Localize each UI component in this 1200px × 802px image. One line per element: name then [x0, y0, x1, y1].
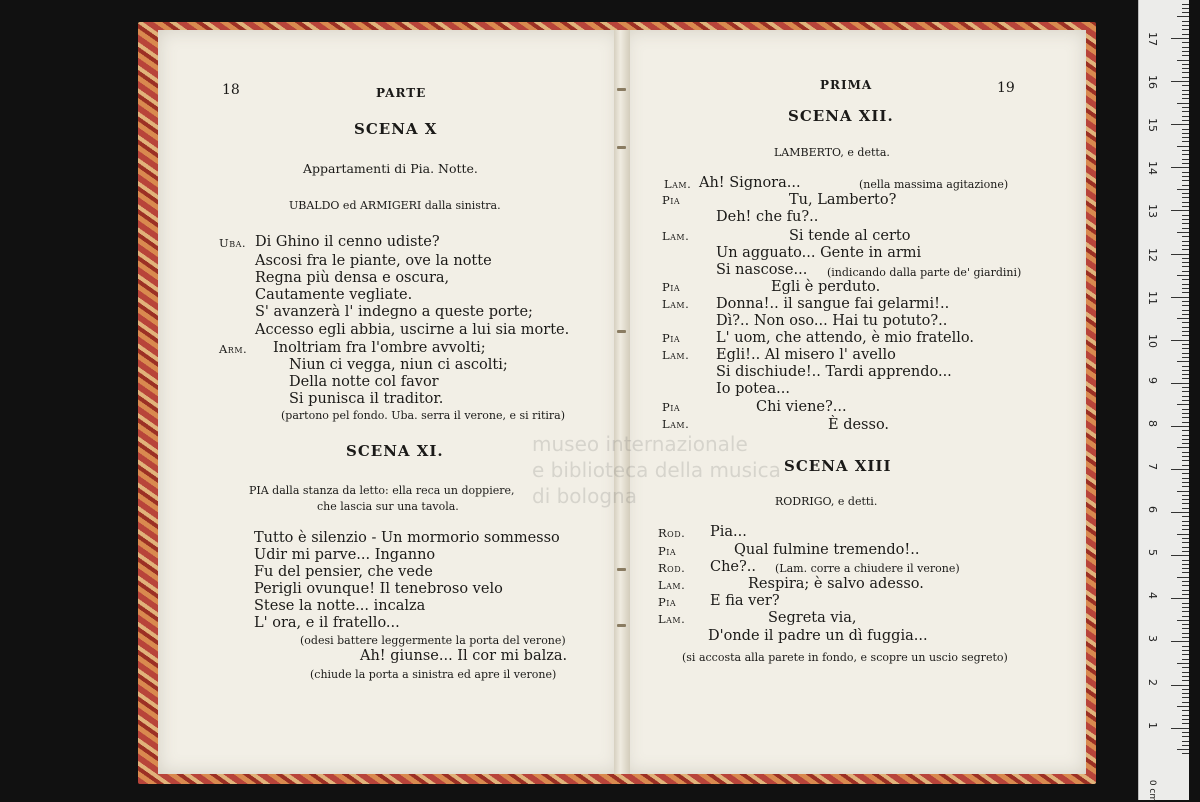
verse-line: Cautamente vegliate. [255, 287, 412, 303]
stage-direction: (nella massima agitazione) [859, 178, 1008, 191]
ruler-tick [1182, 387, 1189, 388]
ruler-tick [1182, 180, 1189, 181]
stage-direction: (partono pel fondo. Uba. serra il verone, e si ritira) [281, 409, 565, 422]
ruler-tick [1182, 284, 1189, 285]
ruler-tick [1182, 172, 1189, 173]
ruler-tick [1182, 633, 1189, 634]
ruler-tick [1182, 25, 1189, 26]
ruler-tick [1182, 654, 1189, 655]
ruler-tick [1182, 732, 1189, 733]
ruler-tick [1182, 443, 1189, 444]
ruler-tick [1182, 624, 1189, 625]
ruler-tick [1182, 193, 1189, 194]
ruler-tick [1182, 266, 1189, 267]
ruler-tick [1182, 482, 1189, 483]
ruler-tick [1182, 529, 1189, 530]
ruler-tick [1177, 189, 1189, 190]
ruler-number: 10 [1146, 334, 1159, 348]
ruler-tick [1182, 478, 1189, 479]
speaker-label: Lam. [658, 578, 685, 592]
ruler-tick [1182, 659, 1189, 660]
ruler-tick [1177, 620, 1189, 621]
ruler-tick [1182, 241, 1189, 242]
ruler-number: 3 [1146, 635, 1159, 642]
ruler-tick [1182, 521, 1189, 522]
speaker-label: Lam. [662, 229, 689, 243]
ruler-tick [1177, 318, 1189, 319]
stitch [617, 88, 626, 91]
measurement-ruler [1138, 0, 1189, 800]
verse-line: Di Ghino il cenno udiste? [255, 234, 440, 250]
ruler-tick [1182, 159, 1189, 160]
speaker-label: Arm. [219, 342, 247, 356]
verse-line: Si punisca il traditor. [289, 391, 443, 407]
ruler-tick [1182, 422, 1189, 423]
ruler-tick [1182, 736, 1189, 737]
verse-line: Ascosi fra le piante, ove la notte [255, 253, 492, 269]
ruler-tick [1182, 611, 1189, 612]
ruler-tick [1182, 503, 1189, 504]
ruler-tick [1182, 29, 1189, 30]
ruler-tick [1182, 4, 1189, 5]
ruler-tick [1182, 77, 1189, 78]
ruler-tick [1182, 676, 1189, 677]
ruler-tick [1171, 383, 1189, 384]
ruler-tick [1182, 68, 1189, 69]
stitch [617, 568, 626, 571]
scene-title: SCENA XI. [346, 442, 444, 460]
ruler-tick [1171, 728, 1189, 729]
verse-line: D'onde il padre un dì fuggia... [708, 628, 928, 644]
ruler-number: 16 [1146, 75, 1159, 89]
ruler-tick [1171, 340, 1189, 341]
ruler-tick [1182, 288, 1189, 289]
speaker-label: Rod. [658, 561, 685, 575]
ruler-tick [1182, 12, 1189, 13]
ruler-tick [1182, 719, 1189, 720]
verse-line: Ah! Signora... [699, 175, 801, 191]
speaker-label: Lam. [658, 612, 685, 626]
speaker-label: Pia [658, 544, 676, 558]
ruler-tick [1182, 64, 1189, 65]
speaker-label: Pia [662, 193, 680, 207]
scene-entrance: RODRIGO, e detti. [775, 495, 877, 508]
watermark-line-2: e biblioteca della musica [532, 458, 781, 482]
ruler-tick [1182, 310, 1189, 311]
ruler-tick [1182, 508, 1189, 509]
ruler-tick [1171, 512, 1189, 513]
ruler-tick [1171, 685, 1189, 686]
verse-line: S' avanzerà l' indegno a queste porte; [255, 304, 533, 320]
ruler-tick [1182, 55, 1189, 56]
ruler-tick [1182, 335, 1189, 336]
ruler-tick [1182, 693, 1189, 694]
ruler-tick [1182, 594, 1189, 595]
speaker-label: Lam. [662, 417, 689, 431]
stitch [617, 146, 626, 149]
ruler-number: 8 [1146, 420, 1159, 427]
ruler-number: 17 [1146, 32, 1159, 46]
ruler-tick [1182, 378, 1189, 379]
ruler-tick [1182, 202, 1189, 203]
ruler-tick [1182, 137, 1189, 138]
verse-line: Perigli ovunque! Il tenebroso velo [254, 581, 503, 597]
ruler-tick [1177, 706, 1189, 707]
ruler-tick [1177, 749, 1189, 750]
running-header-left: PARTE [376, 86, 426, 100]
ruler-tick [1182, 72, 1189, 73]
ruler-number: 4 [1146, 592, 1159, 599]
ruler-tick [1182, 710, 1189, 711]
ruler-tick [1177, 361, 1189, 362]
stage-direction: (odesi battere leggermente la porta del verone) [300, 634, 566, 647]
ruler-tick [1182, 98, 1189, 99]
speaker-label: Lam. [664, 177, 691, 191]
ruler-number: 1 [1146, 722, 1159, 729]
ruler-tick [1182, 305, 1189, 306]
ruler-tick [1182, 753, 1189, 754]
ruler-tick [1182, 409, 1189, 410]
ruler-tick [1182, 279, 1189, 280]
ruler-tick [1182, 301, 1189, 302]
ruler-tick [1182, 185, 1189, 186]
ruler-tick [1182, 723, 1189, 724]
ruler-number: 7 [1146, 463, 1159, 470]
stage-direction: (chiude la porta a sinistra ed apre il verone) [310, 668, 556, 681]
ruler-tick [1182, 90, 1189, 91]
ruler-tick [1182, 94, 1189, 95]
ruler-tick [1182, 8, 1189, 9]
ruler-tick [1182, 465, 1189, 466]
ruler-tick [1182, 430, 1189, 431]
ruler-tick [1182, 348, 1189, 349]
verse-line: Della notte col favor [289, 374, 439, 390]
scene-title: SCENA XIII [784, 457, 891, 475]
scene-entrance: LAMBERTO, e detta. [774, 146, 890, 159]
ruler-number: 6 [1146, 506, 1159, 513]
ruler-tick [1177, 404, 1189, 405]
ruler-tick [1182, 292, 1189, 293]
ruler-tick [1171, 426, 1189, 427]
ruler-tick [1171, 81, 1189, 82]
scene-title: SCENA X [354, 120, 437, 138]
ruler-tick [1177, 491, 1189, 492]
ruler-tick [1182, 702, 1189, 703]
page-number-left: 18 [222, 82, 240, 98]
ruler-tick [1182, 21, 1189, 22]
stage-direction: (Lam. corre a chiudere il verone) [775, 562, 960, 575]
ruler-tick [1182, 206, 1189, 207]
ruler-tick [1182, 176, 1189, 177]
ruler-tick [1182, 391, 1189, 392]
ruler-tick [1182, 327, 1189, 328]
ruler-number: 11 [1146, 291, 1159, 305]
verse-line: Egli è perduto. [771, 279, 880, 295]
ruler-tick [1182, 542, 1189, 543]
ruler-tick [1182, 637, 1189, 638]
ruler-tick [1177, 577, 1189, 578]
verse-line: Tu, Lamberto? [789, 192, 896, 208]
ruler-tick [1182, 628, 1189, 629]
ruler-tick [1182, 262, 1189, 263]
speaker-label: Pia [662, 400, 680, 414]
verse-line: Stese la notte... incalza [254, 598, 425, 614]
ruler-tick [1182, 435, 1189, 436]
ruler-tick [1177, 275, 1189, 276]
verse-line: Qual fulmine tremendo!.. [734, 542, 919, 558]
ruler-tick [1182, 745, 1189, 746]
ruler-tick [1182, 572, 1189, 573]
ruler-tick [1182, 603, 1189, 604]
ruler-tick [1182, 116, 1189, 117]
ruler-tick [1182, 366, 1189, 367]
ruler-tick [1182, 129, 1189, 130]
page-number-right: 19 [997, 80, 1015, 96]
ruler-tick [1182, 245, 1189, 246]
ruler-tick [1182, 42, 1189, 43]
ruler-tick [1177, 146, 1189, 147]
verse-line: Ah! giunse... Il cor mi balza. [360, 648, 567, 664]
ruler-tick [1171, 210, 1189, 211]
verse-line: Udir mi parve... Inganno [254, 547, 435, 563]
ruler-tick [1182, 353, 1189, 354]
verse-line: Respira; è salvo adesso. [748, 576, 924, 592]
scene-direction: PIA dalla stanza da letto: ella reca un doppiere, [249, 484, 515, 497]
ruler-tick [1182, 111, 1189, 112]
speaker-label: Lam. [662, 348, 689, 362]
stitch [617, 330, 626, 333]
speaker-label: Pia [662, 280, 680, 294]
speaker-label: Lam. [662, 297, 689, 311]
speaker-label: Uba. [219, 236, 246, 250]
verse-line: Niun ci vegga, niun ci ascolti; [289, 357, 508, 373]
ruler-number: 13 [1146, 204, 1159, 218]
ruler-tick [1177, 232, 1189, 233]
ruler-tick [1182, 495, 1189, 496]
ruler-tick [1182, 585, 1189, 586]
verse-line: Si nascose... [716, 262, 807, 278]
ruler-tick [1182, 564, 1189, 565]
ruler-tick [1182, 551, 1189, 552]
scene-setting: Appartamenti di Pia. Notte. [303, 161, 478, 176]
ruler-tick [1182, 689, 1189, 690]
ruler-tick [1182, 560, 1189, 561]
ruler-tick [1177, 60, 1189, 61]
ruler-tick [1182, 680, 1189, 681]
verse-line: Regna più densa e oscura, [255, 270, 449, 286]
ruler-tick [1182, 154, 1189, 155]
ruler-tick [1182, 460, 1189, 461]
verse-line: Egli!.. Al misero l' avello [716, 347, 896, 363]
ruler-tick [1182, 473, 1189, 474]
ruler-number: 12 [1146, 248, 1159, 262]
verse-line: Donna!.. il sangue fai gelarmi!.. [716, 296, 949, 312]
ruler-tick [1182, 34, 1189, 35]
scene-direction: che lascia sur una tavola. [317, 500, 459, 513]
verse-line: È desso. [828, 417, 889, 433]
verse-line: E fia ver? [710, 593, 780, 609]
stage-direction: (si accosta alla parete in fondo, e scopre un uscio segreto) [682, 651, 1008, 664]
ruler-tick [1182, 357, 1189, 358]
ruler-tick [1177, 16, 1189, 17]
ruler-tick [1182, 499, 1189, 500]
stage-direction: (indicando dalla parte de' giardini) [827, 266, 1021, 279]
ruler-tick [1182, 107, 1189, 108]
ruler-tick [1182, 314, 1189, 315]
ruler-tick [1182, 439, 1189, 440]
ruler-tick [1182, 452, 1189, 453]
ruler-tick [1177, 663, 1189, 664]
ruler-tick [1182, 486, 1189, 487]
watermark-line-1: museo internazionale [532, 432, 748, 456]
ruler-tick [1182, 271, 1189, 272]
ruler-tick [1182, 258, 1189, 259]
ruler-tick [1182, 581, 1189, 582]
speaker-label: Pia [662, 331, 680, 345]
ruler-number: 15 [1146, 118, 1159, 132]
ruler-tick [1182, 741, 1189, 742]
verse-line: Io potea... [716, 381, 790, 397]
verse-line: Pia... [710, 524, 747, 540]
ruler-tick [1182, 607, 1189, 608]
running-header-right: PRIMA [820, 78, 872, 92]
ruler-tick [1182, 697, 1189, 698]
ruler-tick [1182, 650, 1189, 651]
verse-line: Dì?.. Non oso... Hai tu potuto?.. [716, 313, 947, 329]
ruler-tick [1182, 322, 1189, 323]
ruler-tick [1171, 555, 1189, 556]
ruler-tick [1171, 641, 1189, 642]
ruler-tick [1182, 646, 1189, 647]
ruler-tick [1182, 590, 1189, 591]
verse-line: Che?.. [710, 559, 756, 575]
ruler-tick [1182, 120, 1189, 121]
ruler-tick [1182, 331, 1189, 332]
ruler-tick [1171, 167, 1189, 168]
verse-line: L' uom, che attendo, è mio fratello. [716, 330, 974, 346]
verse-line: Chi viene?... [756, 399, 847, 415]
verse-line: Inoltriam fra l'ombre avvolti; [273, 340, 486, 356]
ruler-tick [1182, 525, 1189, 526]
ruler-tick [1171, 297, 1189, 298]
stitch [617, 624, 626, 627]
ruler-tick [1182, 568, 1189, 569]
ruler-tick [1171, 38, 1189, 39]
book-gutter [614, 30, 630, 774]
ruler-tick [1182, 413, 1189, 414]
ruler-tick [1177, 103, 1189, 104]
ruler-tick [1182, 715, 1189, 716]
ruler-tick [1182, 417, 1189, 418]
ruler-tick [1182, 374, 1189, 375]
ruler-tick [1182, 516, 1189, 517]
ruler-tick [1182, 538, 1189, 539]
ruler-tick [1182, 197, 1189, 198]
ruler-tick [1182, 85, 1189, 86]
speaker-label: Pia [658, 595, 676, 609]
scene-title: SCENA XII. [788, 107, 894, 125]
watermark-line-3: di bologna [532, 484, 637, 508]
verse-line: L' ora, e il fratello... [254, 615, 400, 631]
ruler-tick [1171, 469, 1189, 470]
ruler-tick [1182, 51, 1189, 52]
ruler-tick [1182, 456, 1189, 457]
ruler-tick [1182, 223, 1189, 224]
verse-line: Accesso egli abbia, uscirne a lui sia morte. [255, 322, 569, 338]
ruler-tick [1171, 124, 1189, 125]
verse-line: Un agguato... Gente in armi [716, 245, 921, 261]
scene-entrance: UBALDO ed ARMIGERI dalla sinistra. [289, 199, 501, 212]
ruler-number: 2 [1146, 679, 1159, 686]
verse-line: Tutto è silenzio - Un mormorio sommesso [254, 530, 560, 546]
ruler-number: 14 [1146, 161, 1159, 175]
ruler-tick [1177, 534, 1189, 535]
ruler-tick [1182, 150, 1189, 151]
ruler-tick [1182, 547, 1189, 548]
ruler-tick [1171, 598, 1189, 599]
ruler-tick [1182, 616, 1189, 617]
ruler-tick [1182, 228, 1189, 229]
verse-line: Segreta via, [768, 610, 856, 626]
ruler-tick [1182, 370, 1189, 371]
verse-line: Si dischiude!.. Tardi apprendo... [716, 364, 952, 380]
verse-line: Fu del pensier, che vede [254, 564, 433, 580]
ruler-unit: 0 cm [1147, 780, 1157, 802]
ruler-tick [1171, 254, 1189, 255]
verse-line: Si tende al certo [789, 228, 910, 244]
verse-line: Deh! che fu?.. [716, 209, 818, 225]
ruler-tick [1182, 667, 1189, 668]
ruler-tick [1182, 236, 1189, 237]
ruler-tick [1182, 133, 1189, 134]
ruler-tick [1182, 219, 1189, 220]
ruler-tick [1182, 344, 1189, 345]
ruler-tick [1182, 396, 1189, 397]
speaker-label: Rod. [658, 526, 685, 540]
ruler-tick [1182, 215, 1189, 216]
ruler-number: 9 [1146, 377, 1159, 384]
ruler-tick [1182, 672, 1189, 673]
ruler-number: 5 [1146, 549, 1159, 556]
ruler-tick [1177, 447, 1189, 448]
ruler-tick [1182, 163, 1189, 164]
ruler-tick [1182, 141, 1189, 142]
ruler-tick [1182, 400, 1189, 401]
ruler-tick [1182, 47, 1189, 48]
ruler-tick [1182, 249, 1189, 250]
